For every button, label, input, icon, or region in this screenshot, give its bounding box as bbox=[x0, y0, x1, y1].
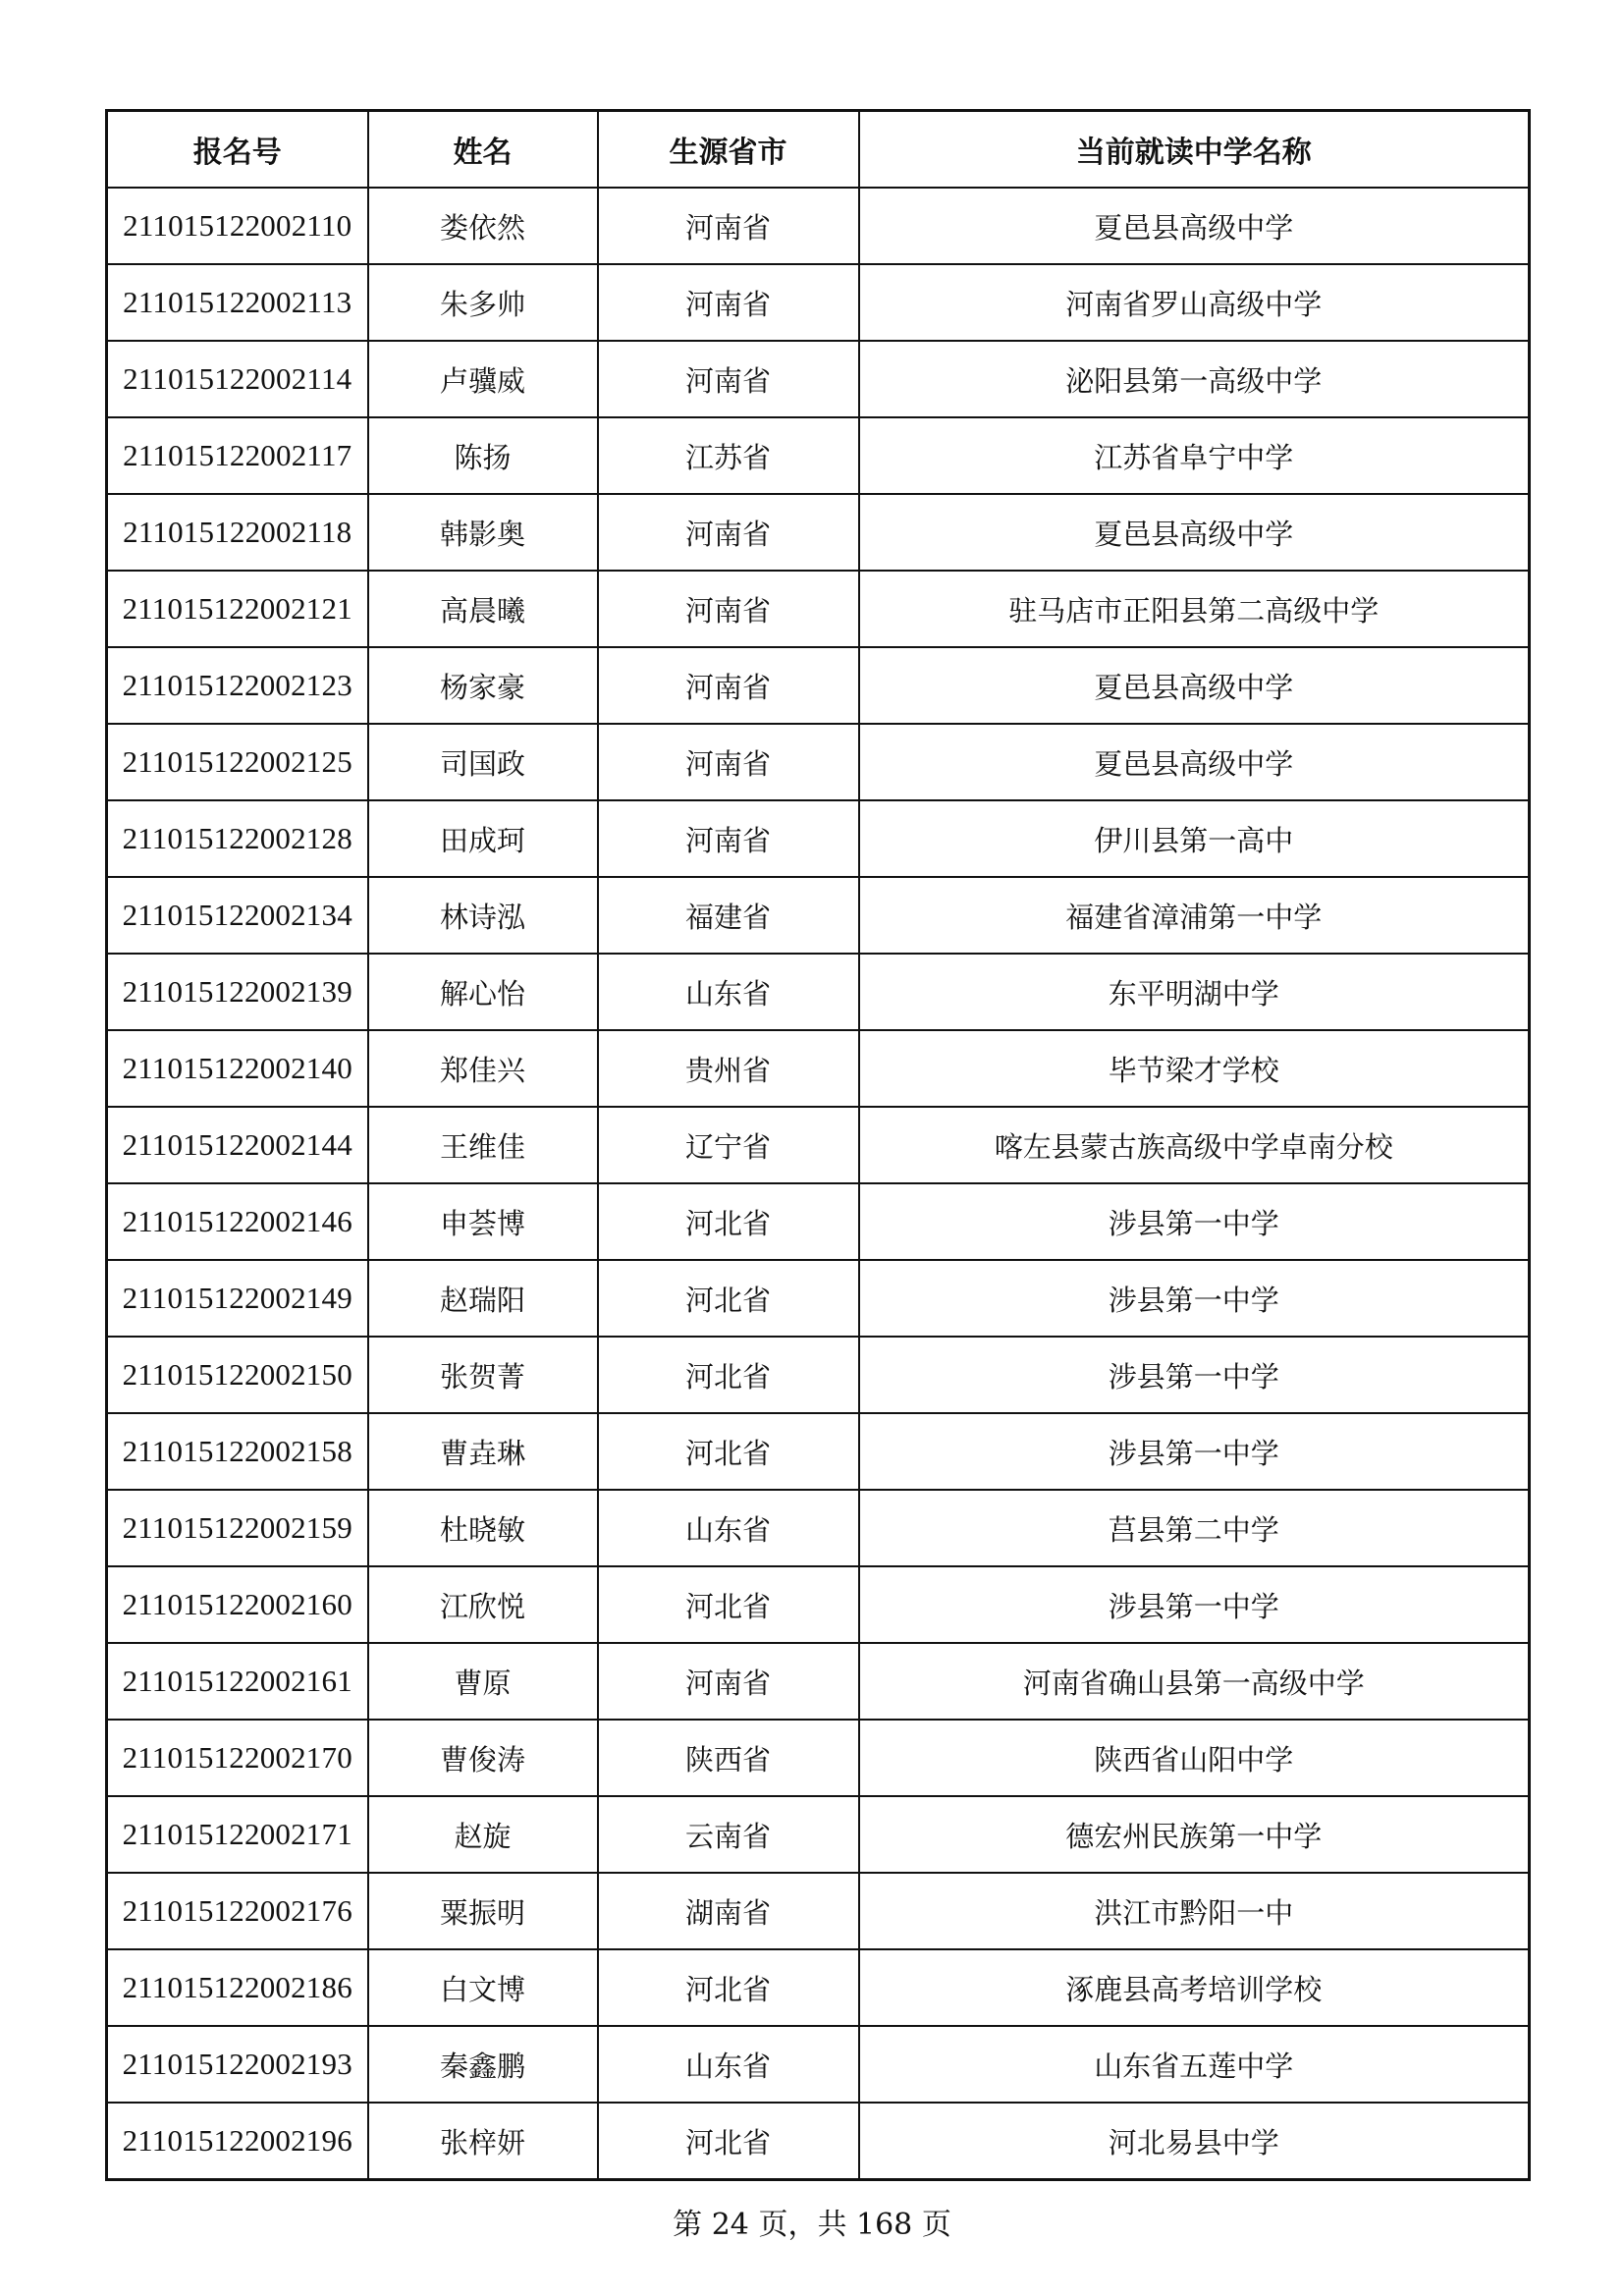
province-cell: 河南省 bbox=[598, 571, 859, 647]
school-name-cell: 河北易县中学 bbox=[859, 2103, 1530, 2180]
registration-number-cell: 211015122002110 bbox=[107, 188, 368, 264]
school-name-cell: 河南省确山县第一高级中学 bbox=[859, 1643, 1530, 1720]
registration-number-cell: 211015122002150 bbox=[107, 1337, 368, 1413]
student-name-cell: 朱多帅 bbox=[368, 264, 598, 341]
province-cell: 河北省 bbox=[598, 1566, 859, 1643]
student-name-cell: 陈扬 bbox=[368, 417, 598, 494]
school-name-cell: 涉县第一中学 bbox=[859, 1183, 1530, 1260]
table-row bbox=[107, 188, 1530, 264]
table-row bbox=[107, 647, 1530, 724]
registration-number-cell: 211015122002113 bbox=[107, 264, 368, 341]
student-name-cell: 郑佳兴 bbox=[368, 1030, 598, 1107]
province-cell: 河南省 bbox=[598, 800, 859, 877]
header-registration-number: 报名号 bbox=[107, 111, 368, 189]
province-cell: 河南省 bbox=[598, 647, 859, 724]
registration-number-cell: 211015122002123 bbox=[107, 647, 368, 724]
province-cell: 云南省 bbox=[598, 1796, 859, 1873]
province-cell: 河南省 bbox=[598, 724, 859, 800]
student-name-cell: 娄依然 bbox=[368, 188, 598, 264]
header-province: 生源省市 bbox=[598, 111, 859, 189]
registration-number-cell: 211015122002171 bbox=[107, 1796, 368, 1873]
registration-number-cell: 211015122002146 bbox=[107, 1183, 368, 1260]
header-name: 姓名 bbox=[368, 111, 598, 189]
province-cell: 河北省 bbox=[598, 1183, 859, 1260]
registration-number-cell: 211015122002118 bbox=[107, 494, 368, 571]
school-name-cell: 毕节梁才学校 bbox=[859, 1030, 1530, 1107]
school-name-cell: 涿鹿县高考培训学校 bbox=[859, 1949, 1530, 2026]
student-name-cell: 赵旋 bbox=[368, 1796, 598, 1873]
province-cell: 河南省 bbox=[598, 494, 859, 571]
table-row bbox=[107, 417, 1530, 494]
student-name-cell: 杜晓敏 bbox=[368, 1490, 598, 1566]
registration-number-cell: 211015122002159 bbox=[107, 1490, 368, 1566]
table-row bbox=[107, 1337, 1530, 1413]
registration-number-cell: 211015122002149 bbox=[107, 1260, 368, 1337]
school-name-cell: 涉县第一中学 bbox=[859, 1260, 1530, 1337]
table-row bbox=[107, 2026, 1530, 2103]
table-row bbox=[107, 877, 1530, 954]
province-cell: 江苏省 bbox=[598, 417, 859, 494]
province-cell: 福建省 bbox=[598, 877, 859, 954]
table-header bbox=[107, 111, 1530, 189]
student-name-cell: 张梓妍 bbox=[368, 2103, 598, 2180]
school-name-cell: 驻马店市正阳县第二高级中学 bbox=[859, 571, 1530, 647]
footer-middle: 页，共 bbox=[758, 2208, 847, 2242]
registration-number-cell: 211015122002170 bbox=[107, 1720, 368, 1796]
registration-number-cell: 211015122002121 bbox=[107, 571, 368, 647]
registration-number-cell: 211015122002144 bbox=[107, 1107, 368, 1183]
table-row bbox=[107, 341, 1530, 417]
province-cell: 山东省 bbox=[598, 954, 859, 1030]
table-row bbox=[107, 1260, 1530, 1337]
table-row bbox=[107, 1107, 1530, 1183]
table-row bbox=[107, 1566, 1530, 1643]
table-row bbox=[107, 2103, 1530, 2180]
table-row bbox=[107, 954, 1530, 1030]
province-cell: 陕西省 bbox=[598, 1720, 859, 1796]
header-row bbox=[107, 111, 1530, 189]
province-cell: 河南省 bbox=[598, 264, 859, 341]
school-name-cell: 涉县第一中学 bbox=[859, 1566, 1530, 1643]
table-row bbox=[107, 724, 1530, 800]
province-cell: 辽宁省 bbox=[598, 1107, 859, 1183]
province-cell: 河北省 bbox=[598, 1949, 859, 2026]
school-name-cell: 涉县第一中学 bbox=[859, 1337, 1530, 1413]
registration-number-cell: 211015122002158 bbox=[107, 1413, 368, 1490]
registration-number-cell: 211015122002196 bbox=[107, 2103, 368, 2180]
registration-number-cell: 211015122002193 bbox=[107, 2026, 368, 2103]
student-name-cell: 申荟博 bbox=[368, 1183, 598, 1260]
student-name-cell: 林诗泓 bbox=[368, 877, 598, 954]
table-row bbox=[107, 800, 1530, 877]
header-school: 当前就读中学名称 bbox=[859, 111, 1530, 189]
table-row bbox=[107, 1873, 1530, 1949]
student-name-cell: 高晨曦 bbox=[368, 571, 598, 647]
registration-number-cell: 211015122002186 bbox=[107, 1949, 368, 2026]
student-name-cell: 粟振明 bbox=[368, 1873, 598, 1949]
school-name-cell: 夏邑县高级中学 bbox=[859, 724, 1530, 800]
table-row bbox=[107, 494, 1530, 571]
table-row bbox=[107, 1030, 1530, 1107]
student-name-cell: 杨家豪 bbox=[368, 647, 598, 724]
school-name-cell: 洪江市黔阳一中 bbox=[859, 1873, 1530, 1949]
page-footer bbox=[0, 2200, 1624, 2243]
registration-number-cell: 211015122002125 bbox=[107, 724, 368, 800]
student-name-cell: 卢骥威 bbox=[368, 341, 598, 417]
province-cell: 山东省 bbox=[598, 1490, 859, 1566]
school-name-cell: 陕西省山阳中学 bbox=[859, 1720, 1530, 1796]
student-name-cell: 张贺菁 bbox=[368, 1337, 598, 1413]
student-name-cell: 曹垚琳 bbox=[368, 1413, 598, 1490]
table-row bbox=[107, 1720, 1530, 1796]
registration-number-cell: 211015122002117 bbox=[107, 417, 368, 494]
registration-number-cell: 211015122002128 bbox=[107, 800, 368, 877]
province-cell: 湖南省 bbox=[598, 1873, 859, 1949]
table-row bbox=[107, 1643, 1530, 1720]
roster-table bbox=[105, 109, 1531, 2181]
province-cell: 河北省 bbox=[598, 1260, 859, 1337]
student-name-cell: 秦鑫鹏 bbox=[368, 2026, 598, 2103]
school-name-cell: 夏邑县高级中学 bbox=[859, 647, 1530, 724]
registration-number-cell: 211015122002160 bbox=[107, 1566, 368, 1643]
table-row bbox=[107, 571, 1530, 647]
school-name-cell: 喀左县蒙古族高级中学卓南分校 bbox=[859, 1107, 1530, 1183]
table-row bbox=[107, 264, 1530, 341]
province-cell: 贵州省 bbox=[598, 1030, 859, 1107]
school-name-cell: 德宏州民族第一中学 bbox=[859, 1796, 1530, 1873]
student-name-cell: 韩影奥 bbox=[368, 494, 598, 571]
registration-number-cell: 211015122002140 bbox=[107, 1030, 368, 1107]
province-cell: 河南省 bbox=[598, 341, 859, 417]
student-name-cell: 解心怡 bbox=[368, 954, 598, 1030]
student-name-cell: 王维佳 bbox=[368, 1107, 598, 1183]
registration-number-cell: 211015122002114 bbox=[107, 341, 368, 417]
school-name-cell: 山东省五莲中学 bbox=[859, 2026, 1530, 2103]
registration-number-cell: 211015122002176 bbox=[107, 1873, 368, 1949]
footer-suffix: 页 bbox=[921, 2208, 951, 2242]
total-pages-number: 168 bbox=[856, 2208, 913, 2242]
student-name-cell: 曹原 bbox=[368, 1643, 598, 1720]
province-cell: 山东省 bbox=[598, 2026, 859, 2103]
table-row bbox=[107, 1949, 1530, 2026]
province-cell: 河南省 bbox=[598, 1643, 859, 1720]
student-name-cell: 田成珂 bbox=[368, 800, 598, 877]
current-page-number: 24 bbox=[711, 2208, 749, 2242]
footer-prefix: 第 bbox=[673, 2208, 703, 2242]
school-name-cell: 泌阳县第一高级中学 bbox=[859, 341, 1530, 417]
roster-sheet bbox=[105, 109, 1528, 2181]
registration-number-cell: 211015122002161 bbox=[107, 1643, 368, 1720]
registration-number-cell: 211015122002134 bbox=[107, 877, 368, 954]
table-row bbox=[107, 1796, 1530, 1873]
province-cell: 河南省 bbox=[598, 188, 859, 264]
table-body bbox=[107, 188, 1530, 2180]
province-cell: 河北省 bbox=[598, 1413, 859, 1490]
student-name-cell: 赵瑞阳 bbox=[368, 1260, 598, 1337]
table-row bbox=[107, 1413, 1530, 1490]
province-cell: 河北省 bbox=[598, 2103, 859, 2180]
school-name-cell: 江苏省阜宁中学 bbox=[859, 417, 1530, 494]
table-row bbox=[107, 1490, 1530, 1566]
student-name-cell: 江欣悦 bbox=[368, 1566, 598, 1643]
student-name-cell: 曹俊涛 bbox=[368, 1720, 598, 1796]
school-name-cell: 河南省罗山高级中学 bbox=[859, 264, 1530, 341]
province-cell: 河北省 bbox=[598, 1337, 859, 1413]
school-name-cell: 夏邑县高级中学 bbox=[859, 494, 1530, 571]
school-name-cell: 涉县第一中学 bbox=[859, 1413, 1530, 1490]
school-name-cell: 伊川县第一高中 bbox=[859, 800, 1530, 877]
student-name-cell: 白文博 bbox=[368, 1949, 598, 2026]
school-name-cell: 东平明湖中学 bbox=[859, 954, 1530, 1030]
registration-number-cell: 211015122002139 bbox=[107, 954, 368, 1030]
school-name-cell: 莒县第二中学 bbox=[859, 1490, 1530, 1566]
school-name-cell: 夏邑县高级中学 bbox=[859, 188, 1530, 264]
table-row bbox=[107, 1183, 1530, 1260]
student-name-cell: 司国政 bbox=[368, 724, 598, 800]
school-name-cell: 福建省漳浦第一中学 bbox=[859, 877, 1530, 954]
